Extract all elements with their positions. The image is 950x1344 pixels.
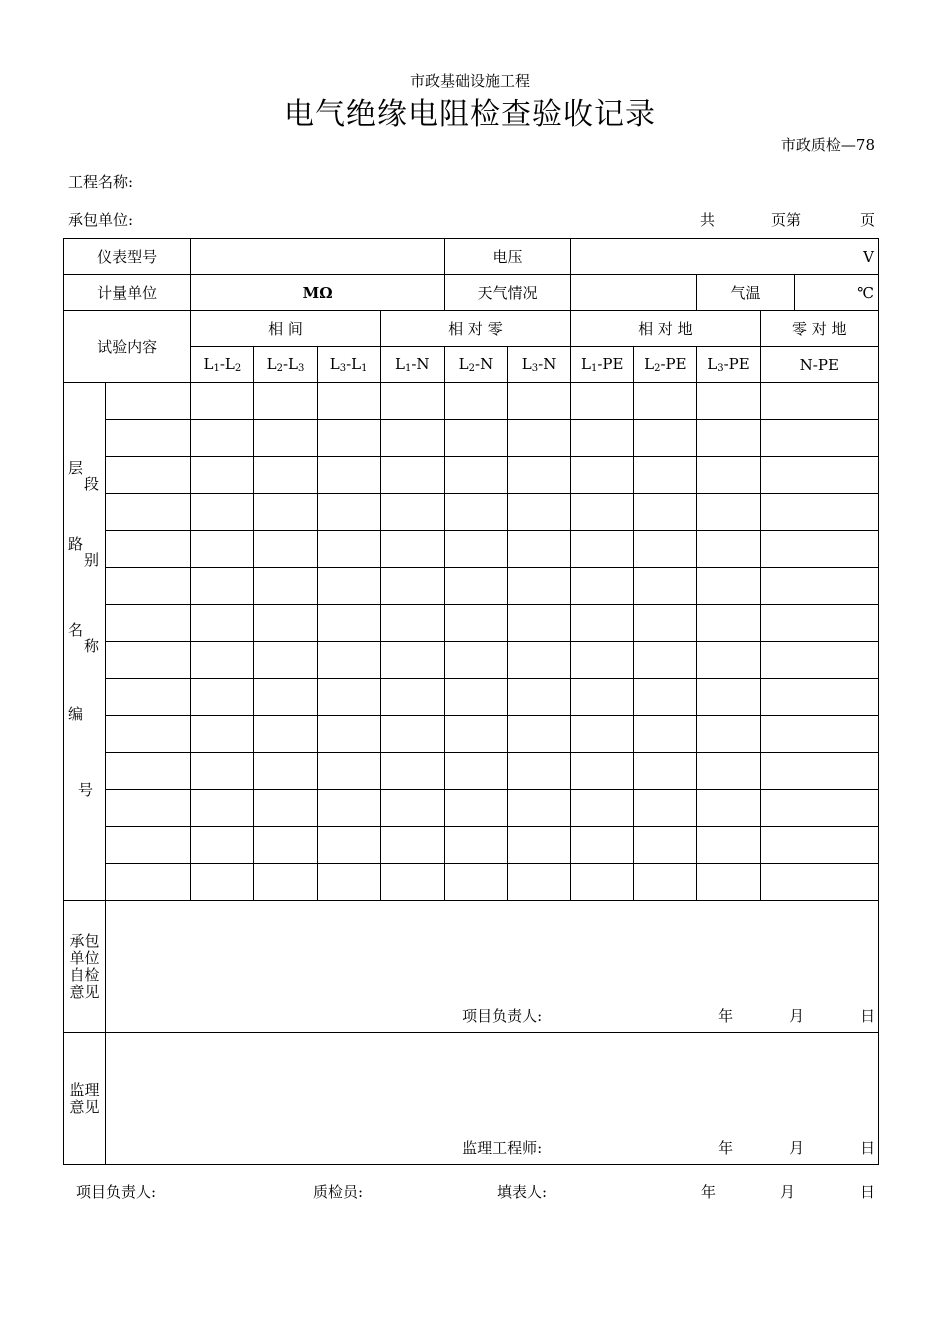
data-cell[interactable] (571, 827, 634, 864)
data-cell[interactable] (254, 790, 317, 827)
data-cell[interactable] (697, 568, 760, 605)
data-cell[interactable] (254, 420, 317, 457)
data-cell[interactable] (106, 864, 191, 901)
data-cell[interactable] (106, 790, 191, 827)
form-number: 市政质检—78 (780, 136, 875, 154)
data-cell[interactable] (191, 716, 254, 753)
group-phase-to-neutral: 相 对 零 (380, 311, 570, 347)
data-cell[interactable] (254, 568, 317, 605)
footer-day: 日 (860, 1183, 876, 1201)
page-of-label: 页第 (771, 211, 802, 229)
data-cell[interactable] (191, 753, 254, 790)
data-cell[interactable] (380, 605, 444, 642)
footer-inspector: 质检员: (313, 1183, 364, 1201)
col-l1-l2: $L_1-L_2$ (191, 347, 254, 383)
group-phase-to-ground: 相 对 地 (571, 311, 760, 347)
data-cell[interactable] (191, 531, 254, 568)
data-cell[interactable] (634, 827, 697, 864)
data-cell[interactable] (317, 383, 380, 420)
data-cell[interactable] (380, 642, 444, 679)
table-row (64, 605, 879, 642)
temperature-field[interactable]: ℃ (794, 275, 878, 311)
contractor-opinion-label: 承包单位自检意见 (64, 901, 106, 1033)
data-cell[interactable] (106, 531, 191, 568)
row-label-char: 段 (84, 475, 100, 493)
col-l3-n: $L_3-N$ (508, 347, 571, 383)
contractor-year: 年 (718, 1007, 734, 1025)
col-l1-pe: $L_1-PE$ (571, 347, 634, 383)
col-l3-l1: $L_3-L_1$ (317, 347, 380, 383)
data-cell[interactable] (254, 383, 317, 420)
col-l2-n: $L_2-N$ (444, 347, 507, 383)
data-cell[interactable] (380, 420, 444, 457)
data-cell[interactable] (317, 753, 380, 790)
data-cell[interactable] (380, 679, 444, 716)
data-cell[interactable] (634, 679, 697, 716)
contractor-opinion-field[interactable] (106, 901, 879, 1033)
data-cell[interactable] (444, 716, 507, 753)
data-cell[interactable] (697, 753, 760, 790)
data-cell[interactable] (106, 494, 191, 531)
row-label-char: 路 (68, 535, 84, 553)
data-cell[interactable] (317, 605, 380, 642)
data-cell[interactable] (191, 827, 254, 864)
data-cell[interactable] (380, 716, 444, 753)
table-row (64, 457, 879, 494)
data-cell[interactable] (634, 420, 697, 457)
data-cell[interactable] (760, 864, 878, 901)
data-cell[interactable] (634, 642, 697, 679)
voltage-label: 电压 (444, 239, 570, 275)
data-cell[interactable] (634, 753, 697, 790)
data-cell[interactable] (317, 494, 380, 531)
measure-unit-value: MΩ (191, 275, 445, 311)
page-total-label: 共 (700, 211, 716, 229)
temperature-label: 气温 (697, 275, 794, 311)
data-cell[interactable] (191, 642, 254, 679)
data-cell[interactable] (444, 605, 507, 642)
data-cell[interactable] (380, 531, 444, 568)
data-cell[interactable] (508, 679, 571, 716)
data-cell[interactable] (697, 457, 760, 494)
col-l2-pe: $L_2-PE$ (634, 347, 697, 383)
data-cell[interactable] (508, 531, 571, 568)
supervision-opinion-field[interactable] (106, 1033, 879, 1165)
data-cell[interactable] (508, 605, 571, 642)
data-cell[interactable] (571, 642, 634, 679)
contractor-day: 日 (860, 1007, 876, 1025)
data-cell[interactable] (571, 753, 634, 790)
table-row (64, 531, 879, 568)
supervision-month: 月 (789, 1139, 805, 1157)
data-cell[interactable] (634, 605, 697, 642)
data-cell[interactable] (571, 864, 634, 901)
data-cell[interactable] (444, 457, 507, 494)
data-cell[interactable] (106, 383, 191, 420)
data-cell[interactable] (317, 531, 380, 568)
test-content-label: 试验内容 (64, 311, 191, 383)
table-row (64, 642, 879, 679)
data-cell[interactable] (444, 753, 507, 790)
data-cell[interactable] (634, 494, 697, 531)
data-cell[interactable] (106, 753, 191, 790)
data-cell[interactable] (317, 420, 380, 457)
data-cell[interactable] (508, 827, 571, 864)
data-cell[interactable] (317, 457, 380, 494)
supervision-year: 年 (718, 1139, 734, 1157)
data-cell[interactable] (760, 753, 878, 790)
data-cell[interactable] (571, 494, 634, 531)
data-cell[interactable] (760, 605, 878, 642)
weather-field[interactable] (571, 275, 697, 311)
data-cell[interactable] (444, 864, 507, 901)
table-row (64, 864, 879, 901)
data-cell[interactable] (254, 753, 317, 790)
data-cell[interactable] (697, 716, 760, 753)
data-cell[interactable] (634, 716, 697, 753)
data-cell[interactable] (254, 494, 317, 531)
contractor-manager-sign: 项目负责人: (462, 1007, 543, 1025)
data-cell[interactable] (697, 420, 760, 457)
data-cell[interactable] (254, 605, 317, 642)
data-cell[interactable] (760, 716, 878, 753)
data-cell[interactable] (317, 716, 380, 753)
row-label-column (64, 383, 106, 901)
data-cell[interactable] (191, 790, 254, 827)
col-l2-l3: $L_2-L_3$ (254, 347, 317, 383)
sub-title: 市政基础设施工程 (409, 72, 530, 90)
data-cell[interactable] (697, 790, 760, 827)
data-cell[interactable] (106, 420, 191, 457)
data-cell[interactable] (508, 457, 571, 494)
data-cell[interactable] (444, 531, 507, 568)
data-cell[interactable] (760, 790, 878, 827)
data-cell[interactable] (106, 457, 191, 494)
data-cell[interactable] (571, 790, 634, 827)
data-cell[interactable] (571, 605, 634, 642)
data-cell[interactable] (508, 494, 571, 531)
data-cell[interactable] (508, 420, 571, 457)
data-cell[interactable] (634, 457, 697, 494)
group-neutral-to-ground: 零 对 地 (760, 311, 878, 347)
table-row (64, 790, 879, 827)
data-cell[interactable] (444, 568, 507, 605)
data-cell[interactable] (760, 568, 878, 605)
table-row (64, 716, 879, 753)
data-cell[interactable] (697, 494, 760, 531)
data-cell[interactable] (634, 790, 697, 827)
page-title: 电气绝缘电阻检查验收记录 (284, 97, 656, 132)
project-name-label: 工程名称: (68, 173, 134, 191)
data-cell[interactable] (317, 568, 380, 605)
data-cell[interactable] (697, 605, 760, 642)
table-row (64, 568, 879, 605)
footer-year: 年 (701, 1183, 717, 1201)
data-cell[interactable] (191, 457, 254, 494)
data-cell[interactable] (191, 864, 254, 901)
data-cell[interactable] (380, 827, 444, 864)
data-cell[interactable] (571, 716, 634, 753)
data-cell[interactable] (508, 716, 571, 753)
data-cell[interactable] (571, 420, 634, 457)
data-cell[interactable] (380, 864, 444, 901)
data-cell[interactable] (444, 383, 507, 420)
instrument-model-label: 仪表型号 (64, 239, 191, 275)
data-cell[interactable] (380, 494, 444, 531)
data-cell[interactable] (697, 383, 760, 420)
data-cell[interactable] (697, 827, 760, 864)
data-cell[interactable] (634, 568, 697, 605)
data-cell[interactable] (380, 790, 444, 827)
inspection-table (63, 238, 879, 1165)
data-cell[interactable] (444, 420, 507, 457)
data-cell[interactable] (760, 827, 878, 864)
data-cell[interactable] (444, 827, 507, 864)
voltage-field[interactable]: V (571, 239, 879, 275)
data-cell[interactable] (508, 753, 571, 790)
data-cell[interactable] (508, 568, 571, 605)
supervision-day: 日 (860, 1139, 876, 1157)
data-cell[interactable] (444, 679, 507, 716)
data-cell[interactable] (760, 494, 878, 531)
data-cell[interactable] (380, 753, 444, 790)
table-row (64, 420, 879, 457)
col-l3-pe: $L_3-PE$ (697, 347, 760, 383)
supervisor-sign: 监理工程师: (462, 1139, 543, 1157)
data-cell[interactable] (571, 457, 634, 494)
data-cell[interactable] (254, 827, 317, 864)
row-label-char: 编 (68, 705, 84, 723)
data-cell[interactable] (380, 457, 444, 494)
supervision-opinion-label: 监理意见 (64, 1033, 106, 1165)
data-cell[interactable] (191, 568, 254, 605)
row-label-char: 号 (78, 781, 94, 799)
data-cell[interactable] (760, 531, 878, 568)
data-cell[interactable] (191, 494, 254, 531)
data-cell[interactable] (254, 531, 317, 568)
data-cell[interactable] (254, 716, 317, 753)
data-cell[interactable] (571, 568, 634, 605)
data-cell[interactable] (508, 383, 571, 420)
table-row (64, 827, 879, 864)
data-cell[interactable] (317, 864, 380, 901)
data-cell[interactable] (697, 642, 760, 679)
page-label: 页 (860, 211, 876, 229)
data-cell[interactable] (380, 568, 444, 605)
data-cell[interactable] (571, 679, 634, 716)
group-phase-to-phase: 相 间 (191, 311, 380, 347)
contractor-month: 月 (789, 1007, 805, 1025)
data-cell[interactable] (191, 420, 254, 457)
table-row (64, 753, 879, 790)
data-cell[interactable] (697, 679, 760, 716)
data-cell[interactable] (317, 827, 380, 864)
row-label-char: 别 (84, 551, 100, 569)
measure-unit-label: 计量单位 (64, 275, 191, 311)
data-cell[interactable] (106, 642, 191, 679)
data-cell[interactable] (317, 790, 380, 827)
row-label-char: 名 (68, 621, 84, 639)
data-cell[interactable] (254, 457, 317, 494)
data-cell[interactable] (191, 679, 254, 716)
data-cell[interactable] (697, 531, 760, 568)
data-cell[interactable] (634, 864, 697, 901)
data-cell[interactable] (508, 642, 571, 679)
data-cell[interactable] (760, 420, 878, 457)
data-cell[interactable] (760, 642, 878, 679)
footer-filler: 填表人: (497, 1183, 548, 1201)
col-n-pe: N-PE (760, 347, 878, 383)
data-cell[interactable] (634, 531, 697, 568)
data-cell[interactable] (106, 716, 191, 753)
table-row (64, 383, 879, 420)
data-cell[interactable] (106, 605, 191, 642)
data-cell[interactable] (380, 383, 444, 420)
row-label-char: 层 (68, 459, 84, 477)
footer-month: 月 (780, 1183, 796, 1201)
data-cell[interactable] (254, 642, 317, 679)
data-cell[interactable] (760, 679, 878, 716)
data-cell[interactable] (106, 679, 191, 716)
data-cell[interactable] (634, 383, 697, 420)
data-cell[interactable] (191, 605, 254, 642)
instrument-model-field[interactable] (191, 239, 445, 275)
data-cell[interactable] (444, 494, 507, 531)
data-cell[interactable] (760, 383, 878, 420)
data-cell[interactable] (760, 457, 878, 494)
data-cell[interactable] (508, 790, 571, 827)
data-cell[interactable] (254, 864, 317, 901)
weather-label: 天气情况 (444, 275, 570, 311)
contractor-label: 承包单位: (68, 211, 134, 229)
data-cell[interactable] (317, 642, 380, 679)
table-row (64, 494, 879, 531)
data-cell[interactable] (571, 383, 634, 420)
data-cell[interactable] (254, 679, 317, 716)
data-cell[interactable] (508, 864, 571, 901)
footer-project-manager: 项目负责人: (76, 1183, 157, 1201)
data-cell[interactable] (444, 642, 507, 679)
table-row (64, 679, 879, 716)
data-cell[interactable] (571, 531, 634, 568)
data-cell[interactable] (106, 827, 191, 864)
data-cell[interactable] (191, 383, 254, 420)
data-cell[interactable] (444, 790, 507, 827)
data-cell[interactable] (697, 864, 760, 901)
row-label-char: 称 (84, 637, 100, 655)
data-cell[interactable] (317, 679, 380, 716)
data-cell[interactable] (106, 568, 191, 605)
col-l1-n: $L_1-N$ (380, 347, 444, 383)
